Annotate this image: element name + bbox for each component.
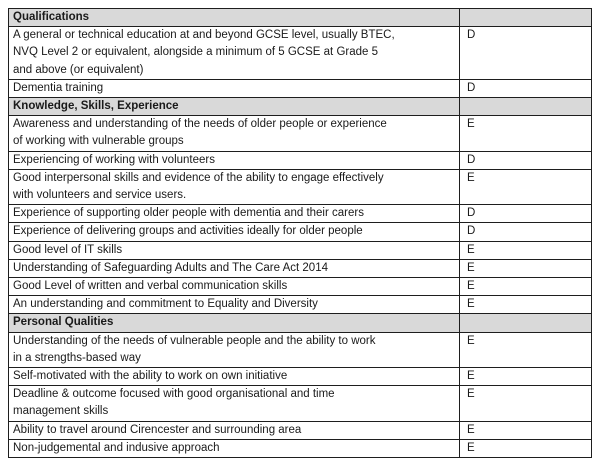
- essential-desirable-flag: D: [460, 223, 592, 241]
- table-row: [9, 259, 592, 277]
- criteria-text: Experience of supporting older people with dementia and their carers: [9, 205, 460, 223]
- criteria-text: Self-motivated with the ability to work on own initiative: [9, 368, 460, 386]
- table-row: [9, 169, 592, 204]
- table-row: [9, 296, 592, 314]
- criteria-text: Good interpersonal skills and evidence of the ability to engage effectively with volunteers and service users.: [9, 169, 460, 204]
- essential-desirable-flag: E: [460, 368, 592, 386]
- essential-desirable-flag: D: [460, 205, 592, 223]
- table-row: [9, 332, 592, 367]
- criteria-text: Experiencing of working with volunteers: [9, 151, 460, 169]
- criteria-text: Ability to travel around Cirencester and surrounding area: [9, 421, 460, 439]
- essential-desirable-flag: E: [460, 241, 592, 259]
- section-heading-blank: [460, 314, 592, 332]
- section-heading: Qualifications: [9, 9, 460, 27]
- criteria-text: Dementia training: [9, 79, 460, 97]
- section-header-knowledge-skills-experience: [9, 98, 592, 116]
- essential-desirable-flag: E: [460, 116, 592, 151]
- essential-desirable-flag: E: [460, 259, 592, 277]
- essential-desirable-flag: E: [460, 439, 592, 457]
- criteria-text: Awareness and understanding of the needs of older people or experience of working with vulnerable groups: [9, 116, 460, 151]
- essential-desirable-flag: E: [460, 421, 592, 439]
- criteria-text: An understanding and commitment to Equality and Diversity: [9, 296, 460, 314]
- criteria-text: Non-judgemental and indusive approach: [9, 439, 460, 457]
- criteria-text: Experience of delivering groups and activities ideally for older people: [9, 223, 460, 241]
- criteria-text: Deadline & outcome focused with good organisational and time management skills: [9, 386, 460, 421]
- section-heading: Personal Qualities: [9, 314, 460, 332]
- section-header-personal-qualities: [9, 314, 592, 332]
- section-header-qualifications: [9, 9, 592, 27]
- section-heading-blank: [460, 98, 592, 116]
- essential-desirable-flag: D: [460, 27, 592, 80]
- criteria-text: Good Level of written and verbal communication skills: [9, 278, 460, 296]
- table-row: [9, 241, 592, 259]
- criteria-text: Understanding of the needs of vulnerable people and the ability to work in a strengths-based way: [9, 332, 460, 367]
- table-row: [9, 205, 592, 223]
- essential-desirable-flag: E: [460, 278, 592, 296]
- table-row: [9, 439, 592, 457]
- criteria-text: Understanding of Safeguarding Adults and The Care Act 2014: [9, 259, 460, 277]
- essential-desirable-flag: E: [460, 332, 592, 367]
- essential-desirable-flag: E: [460, 169, 592, 204]
- essential-desirable-flag: D: [460, 151, 592, 169]
- table-row: [9, 223, 592, 241]
- section-heading: Knowledge, Skills, Experience: [9, 98, 460, 116]
- essential-desirable-flag: E: [460, 386, 592, 421]
- essential-desirable-flag: D: [460, 79, 592, 97]
- criteria-text: A general or technical education at and beyond GCSE level, usually BTEC, NVQ Level 2 or equivalent, alongside a minimum of 5 GCSE at Grade 5 and above (or equivalent): [9, 27, 460, 80]
- table-row: [9, 421, 592, 439]
- table-row: [9, 278, 592, 296]
- essential-desirable-flag: E: [460, 296, 592, 314]
- section-heading-blank: [460, 9, 592, 27]
- table-row: [9, 116, 592, 151]
- table-row: [9, 368, 592, 386]
- table-row: [9, 79, 592, 97]
- criteria-text: Good level of IT skills: [9, 241, 460, 259]
- table-row: [9, 151, 592, 169]
- person-specification-table: [8, 8, 592, 458]
- table-row: [9, 27, 592, 80]
- table-row: [9, 386, 592, 421]
